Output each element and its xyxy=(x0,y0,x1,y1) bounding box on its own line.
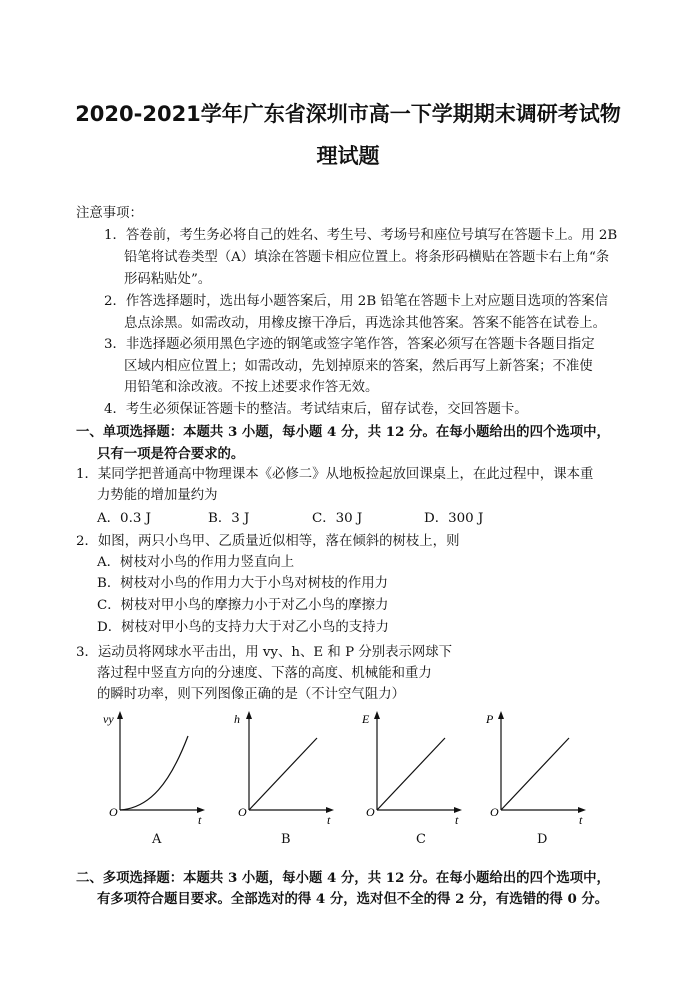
origin-label: O xyxy=(109,805,118,819)
section1-heading: 一、单项选择题：本题共 3 小题，每小题 4 分，共 12 分。在每小题给出的四个选项中， xyxy=(76,424,610,440)
q1-option-c: C．30 J xyxy=(312,511,363,526)
section1-heading-cont: 只有一项是符合要求的。 xyxy=(97,446,245,462)
y-axis-arrow xyxy=(498,711,504,719)
x-axis-label: t xyxy=(579,813,583,827)
q2-option-c: C．树枝对甲小鸟的摩擦力小于对乙小鸟的摩擦力 xyxy=(97,598,389,613)
note-line: 3．非选择题必须用黑色字迹的钢笔或签字笔作答，答案必须写在答题卡各题目指定 xyxy=(104,337,595,352)
line xyxy=(501,738,569,810)
line xyxy=(377,738,445,810)
line xyxy=(249,738,317,810)
q3-stem-cont: 落过程中竖直方向的分速度、下落的高度、机械能和重力 xyxy=(97,666,432,681)
x-axis-label: t xyxy=(327,813,331,827)
q2-stem: 2．如图，两只小鸟甲、乙质量近似相等，落在倾斜的树枝上，则 xyxy=(76,534,460,549)
graph-b-caption: B xyxy=(281,832,291,847)
curve xyxy=(120,736,188,810)
q2-option-a: A．树枝对小鸟的作用力竖直向上 xyxy=(97,555,295,570)
y-axis-arrow xyxy=(117,711,123,719)
graph-c-caption: C xyxy=(416,832,426,847)
y-axis-label: vy xyxy=(103,712,114,726)
origin-label: O xyxy=(238,805,247,819)
note-line: 4．考生必须保证答题卡的整洁。考试结束后，留存试卷，交回答题卡。 xyxy=(104,402,528,417)
note-line: 区域内相应位置上；如需改动，先划掉原来的答案，然后再写上新答案；不准使 xyxy=(124,359,593,374)
q1-stem: 1．某同学把普通高中物理课本《必修二》从地板捡起放回课桌上，在此过程中，课本重 xyxy=(76,467,594,482)
origin-label: O xyxy=(366,805,375,819)
section2-heading: 二、多项选择题：本题共 3 小题，每小题 4 分，共 12 分。在每小题给出的四个选项中， xyxy=(76,870,610,886)
title-line-1: 2020-2021学年广东省深圳市高一下学期期末调研考试物 xyxy=(75,102,621,126)
note-line: 2．作答选择题时，选出每小题答案后，用 2B 铅笔在答题卡上对应题目选项的答案信 xyxy=(104,294,609,309)
note-line: 用铅笔和涂改液。不按上述要求作答无效。 xyxy=(124,380,379,395)
graph-d-caption: D xyxy=(537,832,548,847)
y-axis-label: h xyxy=(234,712,240,726)
x-axis-label: t xyxy=(455,813,459,827)
y-axis-label: E xyxy=(362,712,370,726)
q1-option-a: A．0.3 J xyxy=(97,511,151,526)
y-axis-arrow xyxy=(246,711,252,719)
title-line-2: 理试题 xyxy=(316,144,380,168)
q1-option-d: D．300 J xyxy=(424,511,484,526)
q3-stem-cont: 的瞬时功率，则下列图像正确的是（不计空气阻力） xyxy=(97,687,405,702)
q3-stem: 3．运动员将网球水平击出，用 vy、h、E 和 P 分别表示网球下 xyxy=(76,645,453,660)
note-line: 形码粘贴处”。 xyxy=(124,272,212,287)
note-line: 息点涂黑。如需改动，用橡皮擦干净后，再选涂其他答案。答案不能答在试卷上。 xyxy=(124,316,607,331)
q2-option-b: B．树枝对小鸟的作用力大于小鸟对树枝的作用力 xyxy=(97,576,389,591)
origin-label: O xyxy=(490,805,499,819)
section2-heading-cont: 有多项符合题目要求。全部选对的得 4 分，选对但不全的得 2 分，有选错的得 0 分。 xyxy=(97,891,609,907)
graph-a-caption: A xyxy=(152,832,162,847)
q1-option-b: B．3 J xyxy=(208,511,250,526)
graph-c xyxy=(357,708,467,828)
q2-option-d: D．树枝对甲小鸟的支持力大于对乙小鸟的支持力 xyxy=(97,620,389,635)
y-axis-arrow xyxy=(374,711,380,719)
note-line: 1．答卷前，考生务必将自己的姓名、考生号、考场号和座位号填写在答题卡上。用 2B xyxy=(104,228,618,243)
q1-stem-cont: 力势能的增加量约为 xyxy=(97,488,218,503)
graph-b xyxy=(229,708,339,828)
y-axis-label: P xyxy=(486,712,494,726)
graph-a xyxy=(100,708,210,828)
notes-heading: 注意事项： xyxy=(76,206,143,221)
x-axis-label: t xyxy=(198,813,202,827)
graph-d xyxy=(481,708,591,828)
note-line: 铅笔将试卷类型（A）填涂在答题卡相应位置上。将条形码横贴在答题卡右上角“条 xyxy=(124,250,610,265)
